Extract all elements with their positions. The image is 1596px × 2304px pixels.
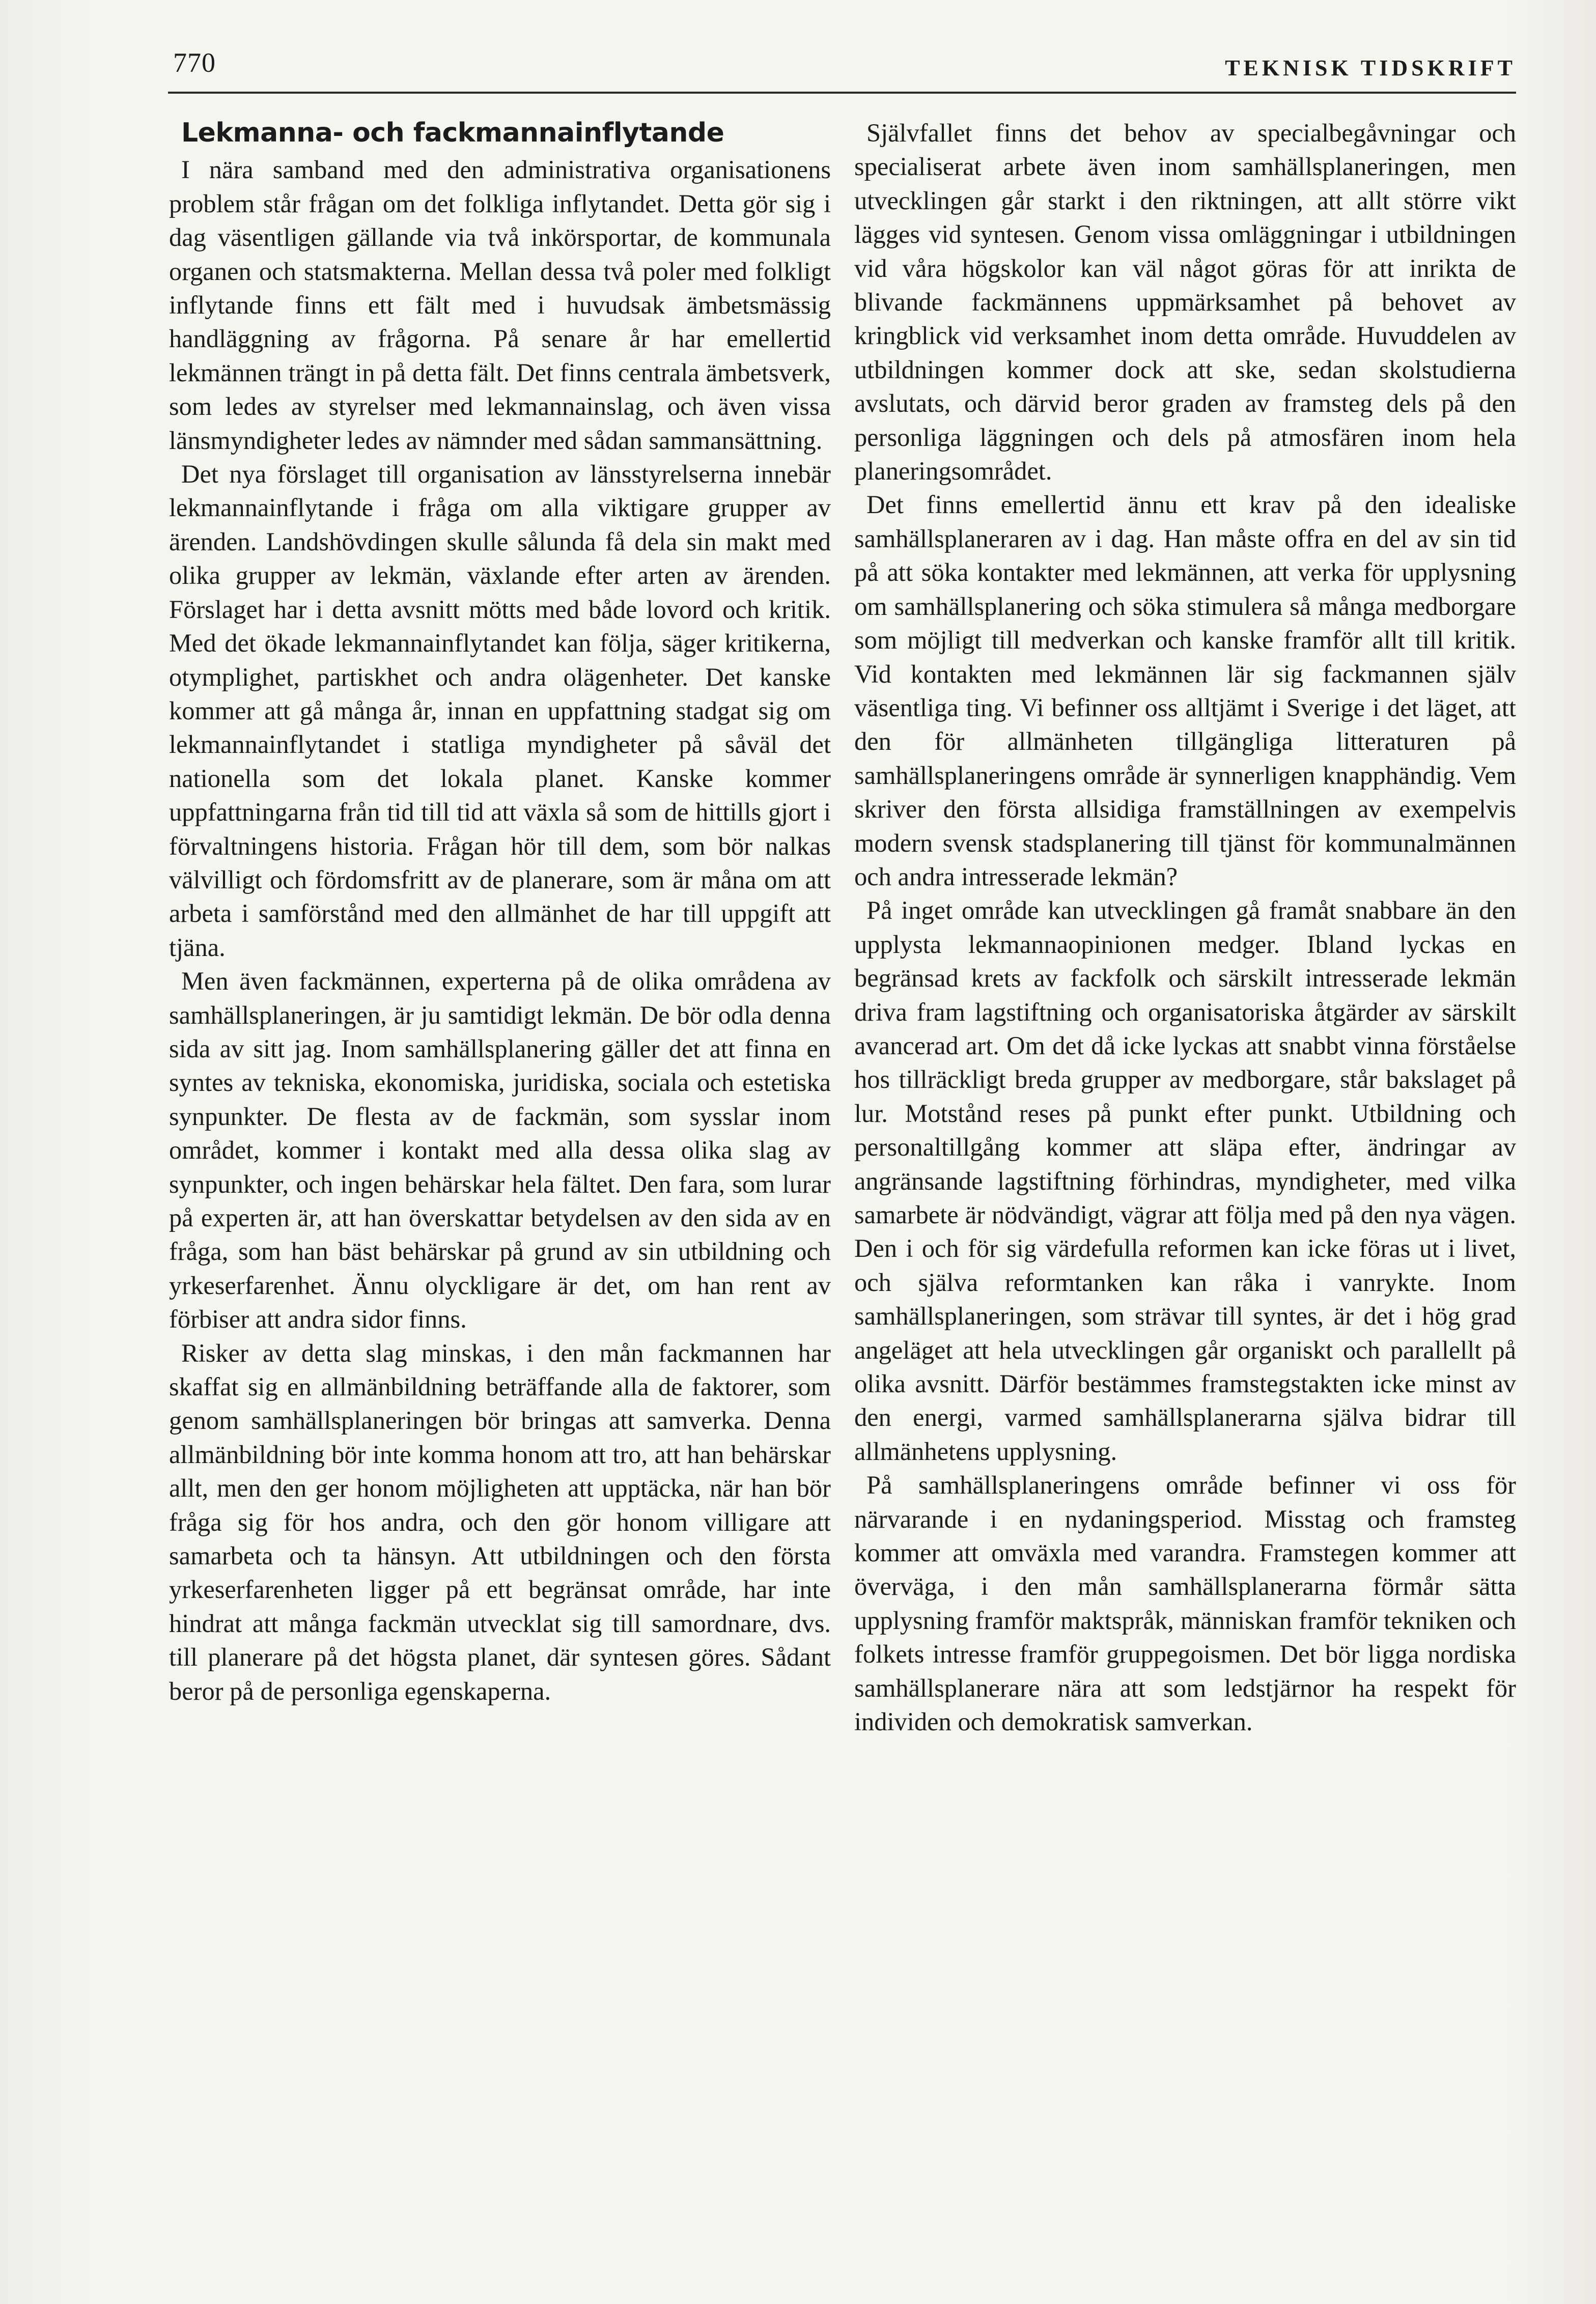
right-column: [854, 116, 1516, 1739]
paragraph: På inget område kan utvecklingen gå framåt snabbare än den upplysta lekmannaopinionen medger. Ibland lyckas en begränsad krets av fackfolk och särskilt intresserade lekmän driva fram lagstiftning och organisatoriska åtgärder av särskilt avancerad art. Om det då icke lyckas att snabbt vinna förståelse hos tillräckligt breda grupper av medborgare, står bakslaget på lur. Motstånd reses på punkt efter punkt. Utbildning och personaltillgång kommer att släpa efter, ändringar av angränsande lagstiftning förhindras, myndigheter, med vilka samarbete är nödvändigt, vägrar att följa med på den nya vägen. Den i och för sig värdefulla reformen kan icke föras ut i livet, och själva reformtanken kan råka i vanrykte. Inom samhällsplaneringen, som strävar till syntes, är det i hög grad angeläget att hela utvecklingen går organiskt och parallellt på olika avsnitt. Därför bestämmes framstegstakten icke minst av den energi, varmed samhällsplanerarna själva bidrar till allmänhetens upplysning.: [854, 896, 1516, 1466]
header-rule: [168, 92, 1516, 94]
paragraph: Självfallet finns det behov av specialbegåvningar och specialiserat arbete även inom samhällsplaneringen, men utvecklingen går starkt i den riktningen, att allt större vikt lägges vid syntesen. Genom vissa omläggningar i utbildningen vid våra högskolor kan väl något göras för att inrikta de blivande fackmännens uppmärksamhet på behovet av kringblick vid verksamhet inom detta område. Huvuddelen av utbildningen kommer dock att ske, sedan skolstudierna avslutats, och därvid beror graden av framsteg dels på den personliga läggningen och dels på atmosfären inom hela planeringsområdet.: [854, 119, 1516, 486]
section-heading: Lekmanna- och fackmannainflytande: [181, 118, 724, 148]
paragraph: Men även fackmännen, experterna på de olika områdena av samhällsplaneringen, är ju samtidigt lekmän. De bör odla denna sida av sitt jag. Inom samhällsplanering gäller det att finna en syntes av tekniska, ekonomiska, juridiska, sociala och estetiska synpunkter. De flesta av de fackmän, som sysslar inom området, kommer i kontakt med alla dessa olika slag av synpunkter, och ingen behärskar hela fältet. Den fara, som lurar på experten är, att han överskattar betydelsen av den sida av en fråga, som han bäst behärskar på grund av sin utbildning och yrkeserfarenhet. Ännu olyckligare är det, om han rent av förbiser att andra sidor finns.: [169, 967, 831, 1334]
left-column: [169, 116, 831, 1708]
paragraph: Det finns emellertid ännu ett krav på den idealiske samhällsplaneraren av i dag. Han måste offra en del av sin tid på att söka kontakter med lekmännen, att verka för upplysning om samhällsplanering och söka stimulera så många medborgare som möjligt till medverkan och kanske framför allt till kritik. Vid kontakten med lekmännen lär sig fackmannen själv väsentliga ting. Vi befinner oss alltjämt i Sverige i det läget, att den för allmänheten tillgängliga litteraturen på samhällsplaneringens område är synnerligen knapphändig. Vem skriver den första allsidiga framställningen av exempelvis modern svensk stadsplanering till tjänst för kommunalmännen och andra intresserade lekmän?: [854, 490, 1516, 891]
journal-title: TEKNISK TIDSKRIFT: [1225, 55, 1516, 80]
paragraph: Det nya förslaget till organisation av länsstyrelserna innebär lekmannainflytande i fråga om alla viktigare grupper av ärenden. Landshövdingen skulle sålunda få dela sin makt med olika grupper av lekmän, växlande efter arten av ärenden. Förslaget har i detta avsnitt mötts med både lovord och kritik. Med det ökade lekmannainflytandet kan följa, säger kritikerna, otymplighet, partiskhet och andra olägenheter. Det kanske kommer att gå många år, innan en uppfattning stadgat sig om lekmannainflytandet i statliga myndigheter på såväl det nationella som det lokala planet. Kanske kommer uppfattningarna från tid till tid att växla så som de hittills gjort i förvaltningens historia. Frågan hör till dem, som bör nalkas välvilligt och fördomsfritt av de planerare, som är måna om att arbeta i samförstånd med den allmänhet de har till uppgift att tjäna.: [169, 460, 831, 962]
page-header: [168, 47, 1516, 93]
paragraph: Risker av detta slag minskas, i den mån fackmannen har skaffat sig en allmänbildning beträffande alla de faktorer, som genom samhällsplaneringen bör bringas att samverka. Denna allmänbildning bör inte komma honom att tro, att han behärskar allt, men den ger honom möjligheten att upptäcka, när han bör fråga sig för hos andra, och den gör honom villigare att samarbeta och ta hänsyn. Att utbildningen och den första yrkeserfarenheten ligger på ett begränsat område, har inte hindrat att många fackmän utvecklat sig till samordnare, dvs. till planerare på det högsta planet, där syntesen göres. Sådant beror på de personliga egenskaperna.: [169, 1338, 831, 1705]
paragraph: På samhällsplaneringens område befinner vi oss för närvarande i en nydaningsperiod. Misstag och framsteg kommer att omväxla med varandra. Framstegen kommer att överväga, i den mån samhällsplanerarna förmår sätta upplysning framför maktspråk, människan framför tekniken och folkets intresse framför gruppegoismen. Det bör ligga nordiska samhällsplanerare nära att som ledstjärnor ha respekt för individen och demokratisk samverkan.: [854, 1471, 1516, 1736]
paragraph: I nära samband med den administrativa organisationens problem står frågan om det folkliga inflytandet. Detta gör sig i dag väsentligen gällande via två inkörsportar, de kommunala organen och statsmakterna. Mellan dessa två poler med folkligt inflytande finns ett fält med i huvudsak ämbetsmässig handläggning av frågorna. På senare år har emellertid lekmännen trängt in på detta fält. Det finns centrala ämbetsverk, som ledes av styrelser med lekmannainslag, och även vissa länsmyndigheter ledes av nämnder med sådan sammansättning.: [169, 155, 831, 455]
page-number: 770: [173, 47, 216, 78]
